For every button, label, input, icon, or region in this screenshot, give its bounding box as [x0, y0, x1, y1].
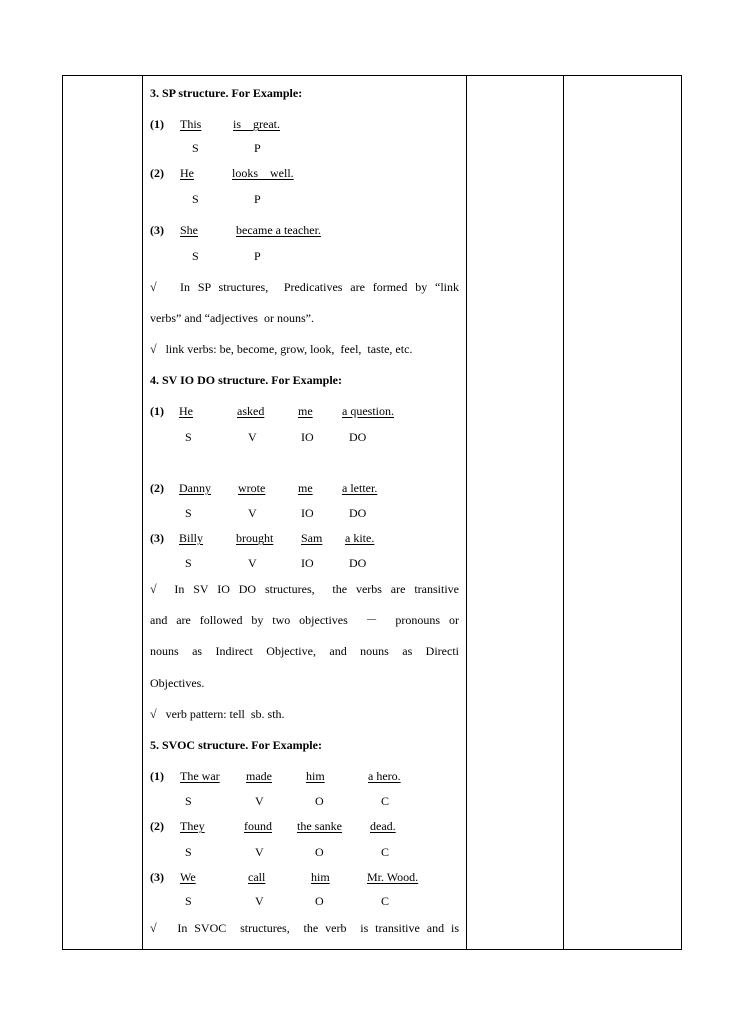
example-word: a question.	[342, 404, 394, 418]
example-word: became a teacher.	[236, 223, 321, 237]
example-word: looks well.	[232, 166, 294, 180]
example-word: He	[179, 404, 193, 418]
example-label: V	[255, 894, 264, 908]
section-heading-sv-io-do: 4. SV IO DO structure. For Example:	[150, 373, 342, 387]
example-word: is great.	[233, 117, 280, 131]
example-label: S	[185, 430, 192, 444]
example-word: call	[248, 870, 266, 884]
example-word: brought	[236, 531, 274, 545]
example-word: Sam	[301, 531, 323, 545]
example-label: O	[315, 894, 324, 908]
example-word: made	[246, 769, 272, 783]
table-col-border-2	[142, 75, 143, 950]
example-word: a hero.	[368, 769, 401, 783]
example-label: V	[248, 506, 257, 520]
example-label: IO	[301, 430, 314, 444]
example-label: S	[185, 794, 192, 808]
example-word: This	[180, 117, 202, 131]
example-number: (3)	[150, 870, 164, 884]
note-text: and are followed by two objectives － pronouns or	[150, 613, 459, 627]
example-label: DO	[349, 556, 367, 570]
example-word: found	[244, 819, 272, 833]
example-word: Billy	[179, 531, 204, 545]
example-word: me	[298, 404, 313, 418]
note-text: √ In SP structures, Predicatives are formed by “link	[150, 280, 459, 294]
example-label: S	[185, 556, 192, 570]
example-label: O	[315, 845, 324, 859]
example-word: the sanke	[297, 819, 342, 833]
example-label: S	[192, 249, 199, 263]
example-word: asked	[237, 404, 265, 418]
note-text: Objectives.	[150, 676, 205, 690]
example-label: C	[381, 845, 390, 859]
example-label: O	[315, 794, 324, 808]
example-number: (1)	[150, 117, 164, 131]
example-word: We	[180, 870, 196, 884]
example-label: C	[381, 894, 390, 908]
example-label: V	[248, 430, 257, 444]
section-heading-sp: 3. SP structure. For Example:	[150, 86, 303, 100]
example-label: S	[185, 845, 192, 859]
table-col-border-5	[681, 75, 682, 950]
example-label: V	[255, 845, 264, 859]
example-label: P	[254, 249, 261, 263]
example-number: (3)	[150, 223, 164, 237]
example-word: He	[180, 166, 194, 180]
example-word: She	[180, 223, 198, 237]
example-label: S	[192, 141, 199, 155]
example-word: Danny	[179, 481, 211, 495]
example-number: (2)	[150, 166, 164, 180]
example-number: (3)	[150, 531, 164, 545]
example-label: V	[248, 556, 257, 570]
note-text: √ verb pattern: tell sb. sth.	[150, 707, 285, 721]
example-label: DO	[349, 506, 367, 520]
table-bottom-border	[62, 949, 682, 950]
example-word: They	[180, 819, 205, 833]
table-col-border-1	[62, 75, 63, 950]
example-word: The war	[180, 769, 220, 783]
example-number: (2)	[150, 481, 164, 495]
note-text: √ In SV IO DO structures, the verbs are transitive	[150, 582, 459, 596]
example-label: P	[254, 141, 261, 155]
example-word: dead.	[370, 819, 396, 833]
example-label: C	[381, 794, 390, 808]
example-word: Mr. Wood.	[367, 870, 419, 884]
example-label: IO	[301, 506, 314, 520]
table-col-border-3	[466, 75, 467, 950]
example-label: IO	[301, 556, 314, 570]
example-label: S	[185, 506, 192, 520]
example-number: (2)	[150, 819, 164, 833]
table-top-border	[62, 75, 682, 76]
example-label: V	[255, 794, 264, 808]
example-label: S	[185, 894, 192, 908]
note-text: verbs” and “adjectives or nouns”.	[150, 311, 314, 325]
example-word: him	[306, 769, 325, 783]
example-label: P	[254, 192, 261, 206]
example-word: him	[311, 870, 330, 884]
example-number: (1)	[150, 769, 164, 783]
note-text: √ link verbs: be, become, grow, look, feel, taste, etc.	[150, 342, 413, 356]
table-col-border-4	[563, 75, 564, 950]
example-number: (1)	[150, 404, 164, 418]
example-word: wrote	[238, 481, 266, 495]
note-text: √ In SVOC structures, the verb is transitive and is	[150, 921, 459, 935]
example-word: a kite.	[345, 531, 375, 545]
section-heading-svoc: 5. SVOC structure. For Example:	[150, 738, 322, 752]
note-text: nouns as Indirect Objective, and nouns as Directi	[150, 644, 459, 658]
example-word: me	[298, 481, 313, 495]
example-word: a letter.	[342, 481, 378, 495]
example-label: DO	[349, 430, 367, 444]
example-label: S	[192, 192, 199, 206]
